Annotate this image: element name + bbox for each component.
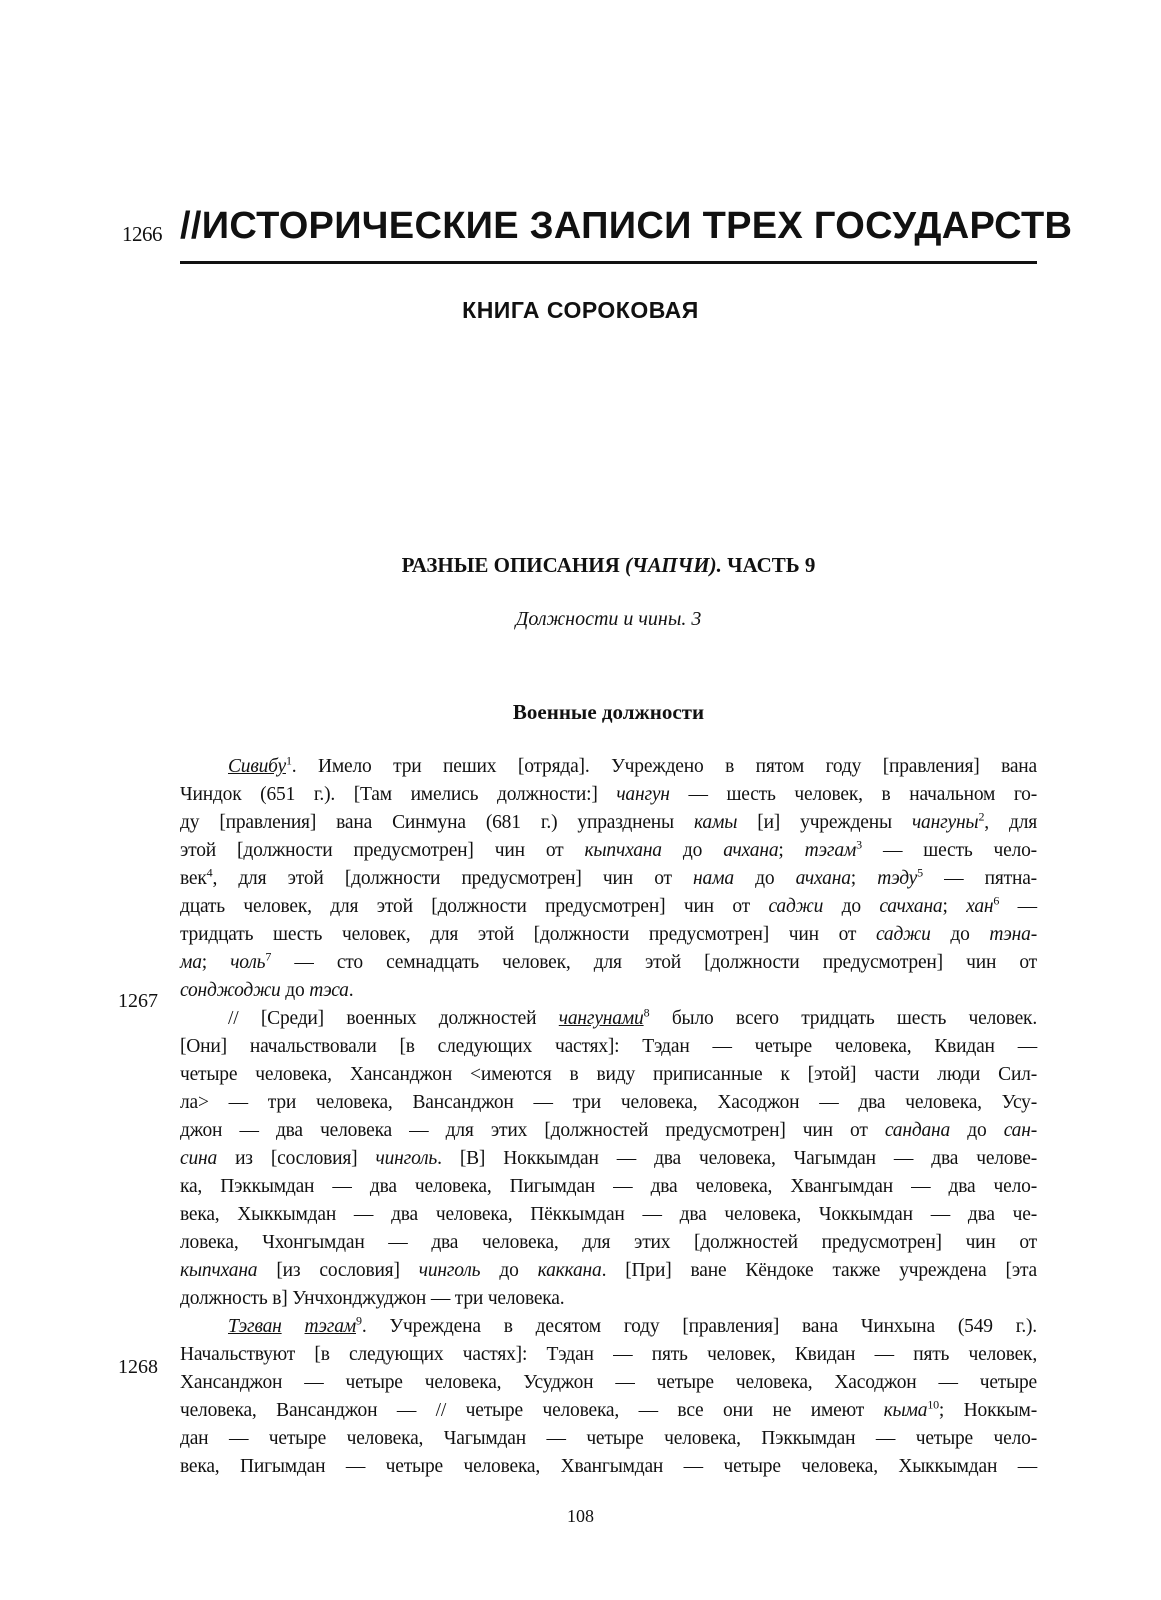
text-line: дан — четыре человека, Чагымдан — четыре человека, Пэккымдан — четыре чело-	[180, 1428, 1037, 1449]
text-line: должность в] Унчхонджуджон — три человека.	[180, 1288, 565, 1309]
text-line: сонджоджи до тэса.	[180, 980, 354, 1001]
text-line: ма; чоль$^7$ — сто семнадцать человек, для этой [должности предусмотрен] чин от	[180, 949, 1037, 973]
military-heading: Военные должности	[512, 700, 705, 724]
text-line: ловека, Чхонгымдан — два человека, для этих [должностей предусмотрен] чин от	[180, 1232, 1037, 1253]
page-number: 108	[567, 1506, 594, 1526]
text-line: этой [должности предусмотрен] чин от кыпчхана до ачхана; тэгам$^3$ — шесть чело-	[180, 837, 1037, 861]
text-line: ла> — три человека, Вансанджон — три человека, Хасоджон — два человека, Усу-	[180, 1092, 1037, 1113]
text-line: Начальствуют [в следующих частях]: Тэдан — пять человек, Квидан — пять человек,	[180, 1344, 1037, 1365]
body-text	[180, 753, 1037, 1481]
text-line: сина из [сословия] чинголь. [В] Ноккымдан — два человека, Чагымдан — два челове-	[180, 1148, 1037, 1169]
section-subtitle: Должности и чины. 3	[515, 608, 702, 630]
running-header-title: //ИСТОРИЧЕСКИЕ ЗАПИСИ ТРЕХ ГОСУДАРСТВ	[180, 205, 1073, 247]
text-line: Тэгван тэгам$^9$. Учреждена в десятом году [правления] вана Чинхына (549 г.).	[228, 1313, 1037, 1337]
text-line: ду [правления] вана Синмуна (681 г.) упразднены камы [и] учреждены чангуны$^2$, для	[180, 809, 1037, 833]
text-line: кыпчхана [из сословия] чинголь до каккана. [При] ване Кёндоке также учреждена [эта	[180, 1260, 1038, 1281]
text-line: Чиндок (651 г.). [Там имелись должности:] чангун — шесть человек, в начальном го-	[180, 784, 1037, 805]
text-line: человека, Вансанджон — // четыре человека, — все они не имеют кыма$^{10}$; Ноккым-	[180, 1397, 1037, 1421]
text-line: джон — два человека — для этих [должностей предусмотрен] чин от сандана до сан-	[180, 1120, 1038, 1141]
text-line: век$^4$, для этой [должности предусмотрен] чин от нама до ачхана; тэду$^5$ — пятна-	[180, 865, 1037, 889]
text-line: века, Пигымдан — четыре человека, Хвангымдан — четыре человека, Хыккымдан —	[180, 1456, 1037, 1477]
text-line: Хансанджон — четыре человека, Усуджон — четыре человека, Хасоджон — четыре	[180, 1372, 1037, 1393]
header-rule	[180, 261, 1037, 264]
section-title: РАЗНЫЕ ОПИСАНИЯ (ЧАПЧИ). ЧАСТЬ 9	[401, 553, 816, 577]
book-title: КНИГА СОРОКОВАЯ	[462, 297, 699, 323]
text-line: [Они] начальствовали [в следующих частях]: Тэдан — четыре человека, Квидан —	[180, 1036, 1037, 1057]
text-line: ка, Пэккымдан — два человека, Пигымдан — два человека, Хвангымдан — два чело-	[180, 1176, 1037, 1197]
text-line: четыре человека, Хансанджон <имеются в виду приписанные к [этой] части люди Сил-	[180, 1064, 1037, 1085]
header-page-ref: 1266	[122, 222, 162, 246]
text-line: // [Среди] военных должностей чангунами$^8$ было всего тридцать шесть человек.	[228, 1005, 1037, 1029]
margin-ref-1267: 1267	[118, 990, 158, 1012]
text-line: века, Хыккымдан — два человека, Пёккымдан — два человека, Чоккымдан — два че-	[180, 1204, 1037, 1225]
text-line: тридцать шесть человек, для этой [должности предусмотрен] чин от саджи до тэна-	[180, 924, 1038, 945]
text-line: дцать человек, для этой [должности предусмотрен] чин от саджи до сачхана; хан$^6$ —	[180, 893, 1037, 917]
margin-ref-1268: 1268	[118, 1356, 158, 1378]
text-line: Сивибу$^1$. Имело три пеших [отряда]. Учреждено в пятом году [правления] вана	[228, 753, 1037, 777]
